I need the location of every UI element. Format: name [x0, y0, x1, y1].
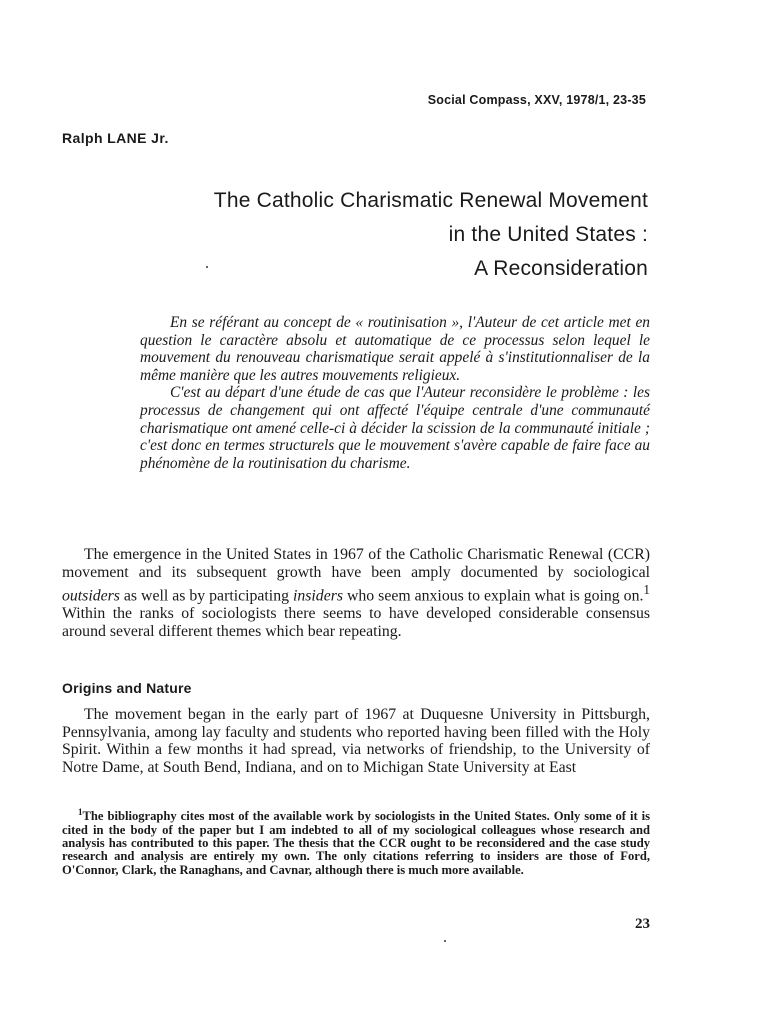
footnote	[62, 806, 650, 877]
footnote-marker: 1	[78, 807, 83, 817]
running-head: Social Compass, XXV, 1978/1, 23-35	[427, 93, 646, 107]
intro-text: The emergence in the United States in 1967 of the Catholic Charismatic Renewal (CCR) movement and its subsequent growth have been amply documented by sociological outsiders as well as by participating insiders who seem anxious to explain what is going on.$^1$ Within the ranks of sociologists there seems to have developed considerable consensus around several different themes which bear repeating.	[62, 546, 650, 640]
footnote-reference[interactable]: 1	[643, 582, 650, 598]
print-speck	[444, 940, 446, 942]
title-line-1: The Catholic Charismatic Renewal Movement	[213, 189, 648, 212]
author-name: Ralph LANE Jr.	[62, 130, 169, 146]
emphasis-insiders: insiders	[292, 587, 344, 605]
print-speck	[206, 266, 208, 268]
article-title	[214, 184, 648, 286]
abstract-paragraph: C'est au départ d'une étude de cas que l'Auteur reconsidère le problème : les processus de changement qui ont affecté l'équipe centrale d'une communauté charismatique ont amené celle-ci à décider la scission de la communauté initiale ; c'est donc en termes structurels que le mouvement s'avère capable de faire face au phénomène de la routinisation du charisme.	[140, 384, 650, 472]
footnote-text: $^1$The bibliography cites most of the available work by sociologists in the United States. Only some of it is cited in the body of the paper but I am indebted to all of my sociological colleagues whose research and analysis has contributed to this paper. The thesis that the CCR ought to be reconsidered and the case study research and analysis are entirely my own. The only citations referring to insiders are those of Ford, O'Connor, Clark, the Ranaghans, and Cavnar, although there is much more available.	[62, 807, 650, 877]
section-heading: Origins and Nature	[62, 680, 192, 696]
emphasis-outsiders: outsiders	[62, 587, 120, 605]
french-abstract	[140, 314, 650, 472]
section-paragraph: The movement began in the early part of 1967 at Duquesne University in Pittsburgh, Pennsylvania, among lay faculty and students who reported having been filled with the Holy Spirit. Within a few months it had spread, via networks of friendship, to the University of Notre Dame, at South Bend, Indiana, and on to Michigan State University at East	[62, 706, 650, 776]
title-line-2: in the United States :	[448, 223, 648, 246]
abstract-paragraph: En se référant au concept de « routinisation », l'Auteur de cet article met en question le caractère absolu et automatique de ce processus selon lequel le mouvement du renouveau charismatique serait appelé à s'institutionnaliser de la même manière que les autres mouvements religieux.	[140, 314, 650, 384]
intro-paragraph	[62, 546, 650, 640]
title-line-3: A Reconsideration	[474, 257, 648, 280]
section-body	[62, 706, 650, 776]
page-number: 23	[635, 916, 650, 932]
